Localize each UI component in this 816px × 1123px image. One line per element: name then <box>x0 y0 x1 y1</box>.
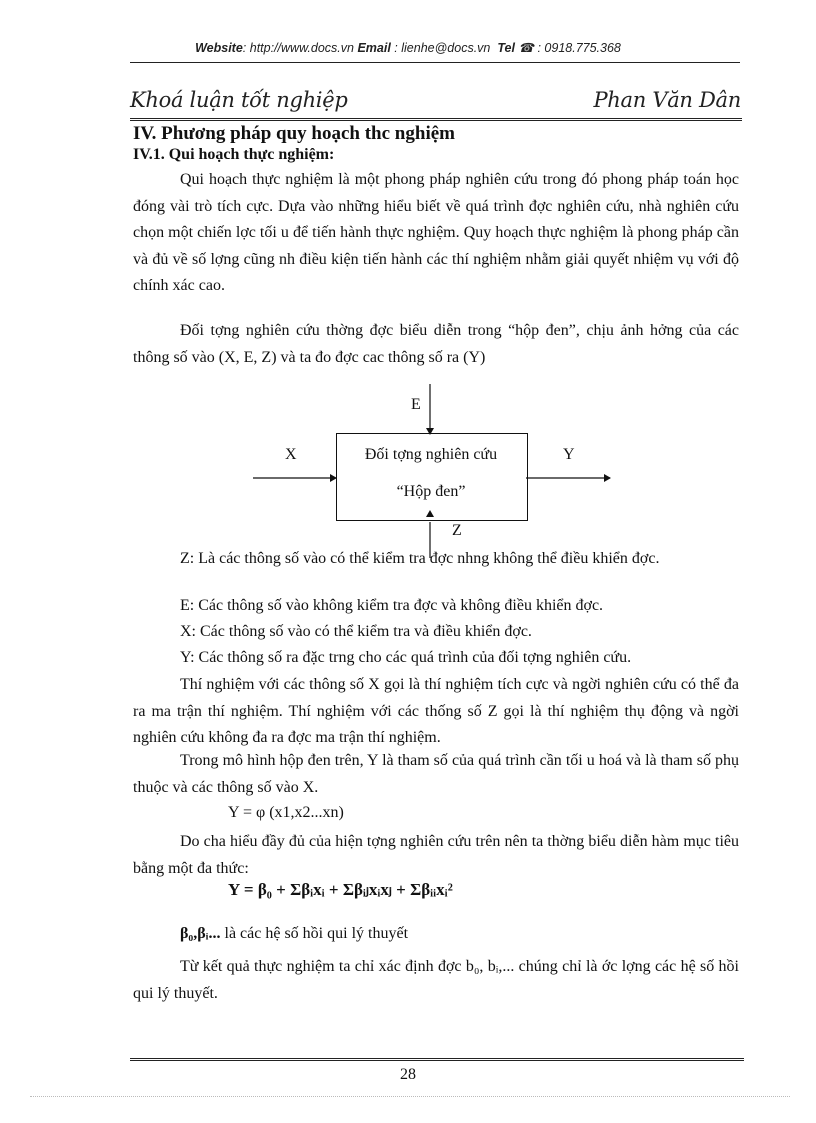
paragraph-4-text: Trong mô hình hộp đen trên, Y là tham số của quá trình cần tối u hoá và là tham số phụ thuộc và các thông số vào X. <box>133 752 739 796</box>
box-label-1: Đối tợng nghiên cứu <box>364 446 498 463</box>
section-title: IV. Phương pháp quy hoạch thc nghiệm <box>133 123 455 144</box>
box-label-2: “Hộp đen” <box>396 483 466 500</box>
beta-text: là các hệ số hồi qui lý thuyết <box>220 925 409 942</box>
paragraph-1-text: Qui hoạch thực nghiệm là một phong pháp nghiên cứu trong đó phong pháp toán học đóng vài trò tích cực. Dựa vào những hiểu biết về quá trình đợc nghiên cứu, nhà nghiên cứu chọn một chiến lợc tối u để tiến hành thực nghiệm. Quy hoạch thực nghiệm là phong pháp cần và đủ về số lợng cũng nh điều kiện tiến hành các thí nghiệm nhằm giải quyết nhiệm vụ với độ chính xác cao. <box>133 171 739 294</box>
running-header-left: Khoá luận tốt nghiệp <box>130 88 348 112</box>
paragraph-4 <box>133 748 739 801</box>
definition-z-text: Z: Là các thông số vào có thể kiểm tra đợc nhng không thể điều khiển đợc. <box>180 550 660 567</box>
definition-y: Y: Các thông số ra đặc trng cho các quá trình của đối tợng nghiên cứu. <box>180 649 632 666</box>
y-arrowhead <box>604 474 611 482</box>
label-x: X <box>285 446 297 463</box>
email-address[interactable]: : lienhe@docs.vn <box>394 41 491 55</box>
footer-divider <box>130 1058 744 1063</box>
tel-label: Tel <box>497 41 515 55</box>
label-z: Z <box>452 522 462 539</box>
paragraph-6-text: Từ kết quả thực nghiệm ta chỉ xác định đợc b₀, bᵢ,... chúng chỉ là ớc lợng các hệ số hồi qui lý thuyết. <box>133 958 739 1002</box>
regression-formula: Y = β₀ + Σβᵢxᵢ + Σβᵢⱼxᵢxⱼ + Σβᵢᵢxᵢ² <box>228 880 453 899</box>
tel-number: ☎ : 0918.775.368 <box>518 41 621 55</box>
label-e: E <box>411 396 421 413</box>
paragraph-3 <box>133 672 739 752</box>
beta-symbols: β₀,βᵢ... <box>180 925 221 942</box>
subsection-title: IV.1. Qui hoạch thực nghiệm: <box>133 146 335 163</box>
beta-line <box>180 925 408 943</box>
definition-e: E: Các thông số vào không kiểm tra đợc và không điều khiển đợc. <box>180 597 604 614</box>
website-url[interactable]: : http://www.docs.vn <box>242 41 354 55</box>
paragraph-5 <box>133 829 739 882</box>
website-label: Website <box>195 41 243 55</box>
paragraph-5-text: Do cha hiểu đầy đủ của hiện tợng nghiên cứu trên nên ta thờng biểu diễn hàm mục tiêu bằng một đa thức: <box>133 833 739 877</box>
definition-x: X: Các thông số vào có thể kiểm tra và điều khiển đợc. <box>180 623 532 640</box>
paragraph-6 <box>133 954 739 1007</box>
running-header-right: Phan Văn Dân <box>593 88 741 112</box>
paragraph-2-text: Đối tợng nghiên cứu thờng đợc biểu diễn trong “hộp đen”, chịu ảnh hởng của các thông số vào (X, E, Z) và ta đo đợc cac thông số ra (Y) <box>133 322 739 366</box>
label-y: Y <box>563 446 575 463</box>
page-number: 28 <box>400 1066 416 1083</box>
email-label: Email <box>357 41 391 55</box>
equation-y-phi: Y = φ (x1,x2...xn) <box>228 804 344 821</box>
paragraph-3-text: Thí nghiệm với các thông số X gọi là thí nghiệm tích cực và ngời nghiên cứu có thể đa ra ma trận thí nghiệm. Thí nghiệm với các thống số Z gọi là thí nghiệm thụ động và ngời nghiên cứu không đa ra đợc ma trận thí nghiệm. <box>133 676 739 746</box>
page-edge-dots <box>30 1096 790 1097</box>
definition-z <box>133 546 739 573</box>
